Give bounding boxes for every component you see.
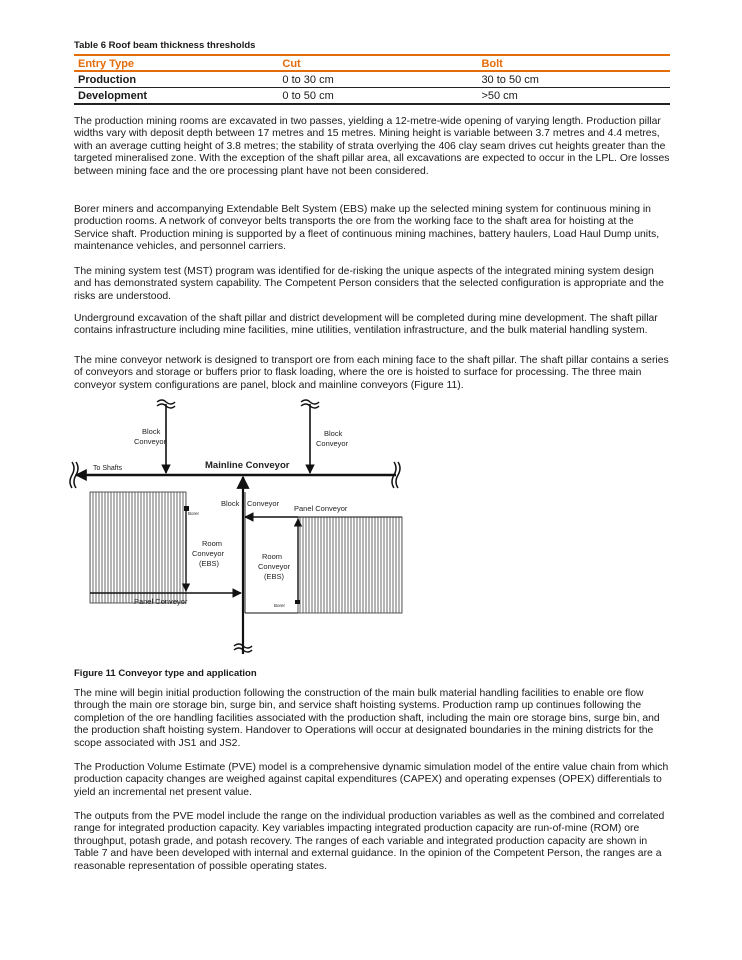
conveyor-center-label: Conveyor — [247, 499, 280, 508]
left-panel-area — [90, 492, 186, 603]
panel-conveyor-left-label: Panel Conveyor — [134, 597, 188, 606]
header-bolt: Bolt — [477, 55, 670, 71]
block-center-label: Block — [221, 499, 240, 508]
room-left-label-2: Conveyor — [192, 549, 225, 558]
table-header-row — [74, 55, 670, 71]
right-panel-area — [298, 517, 402, 613]
room-right-label-1: Room — [262, 552, 283, 561]
row-production-type: Production — [74, 71, 278, 88]
paragraph-mst-program: The mining system test (MST) program was identified for de-risking the unique aspects of the integrated mining system design and has demonstrated system capability. The Competent Person considers that the selected configuration is appropriate and the risks are understood. — [74, 266, 664, 302]
row-development-bolt: >50 cm — [477, 88, 670, 105]
table-caption: Table 6 Roof beam thickness thresholds — [74, 40, 256, 51]
room-left-label-1: Room — [202, 539, 223, 548]
header-cut: Cut — [278, 55, 477, 71]
block-label-left-2: Conveyor — [134, 437, 167, 446]
page-content — [74, 40, 670, 105]
paragraph-initial-production: The mine will begin initial production following the construction of the main bulk material handling facilities to enable ore flow through the main ore storage bin, surge bin, and service shaft hoisting systems. Production ramp up continues following the completion of the ore handling facilities associated with the production shaft, including the main ore storage bins, surge bin, and the production shaft hoisting system. Handover to Operations will occur at designated boundaries in the mining districts for the scope associated with JS1 and JS2. — [74, 688, 660, 749]
paragraph-pve-model: The Production Volume Estimate (PVE) model is a comprehensive dynamic simulation model of the entire value chain from which production capacity changes are weighed against capital expenditures (CAPEX) and operating expenses (OPEX) differentials to yield an incremental net present value. — [74, 762, 669, 798]
figure-caption: Figure 11 Conveyor type and application — [74, 668, 257, 679]
borer-right-label: Borer — [274, 603, 286, 608]
paragraph-conveyor-network: The mine conveyor network is designed to transport ore from each mining face to the shaft pillar. The shaft pillar contains a series of conveyors and storage or buffers prior to flask loading, where the ore is hoisted to surface for processing. The three main conveyor system configurations are panel, block and mainline conveyors (Figure 11). — [74, 355, 669, 391]
paragraph-shaft-pillar: Underground excavation of the shaft pillar and district development will be completed during mine development. The shaft pillar contains infrastructure including mine facilities, mine utilities, ventilation infrastructure, and the bulk material handling system. — [74, 313, 658, 337]
borer-left-label: Borer — [188, 511, 200, 516]
borer-right-marker — [295, 600, 300, 604]
panel-conveyor-right-label: Panel Conveyor — [294, 504, 348, 513]
paragraph-mining-rooms: The production mining rooms are excavated in two passes, yielding a 12-metre-wide opening of varying length. Production pillar widths vary with deposit depth between 17 metres and 15 metres. Mining height is variable between 3.7 metres and 4.4 metres, with an average cutting height of 3.8 metres; the stability of strata overlying the 406 clay seam drives cut heights greater than the targeted mineralised zone. With the exception of the shaft pillar area, all excavations are expected to occur in the LPL. Ore losses between mining face and the ore processing plant have not been considered. — [74, 116, 670, 177]
row-development-cut: 0 to 50 cm — [278, 88, 477, 105]
row-production-bolt: 30 to 50 cm — [477, 71, 670, 88]
conveyor-figure — [62, 396, 406, 662]
room-left-label-3: (EBS) — [199, 559, 220, 568]
break-symbol — [301, 400, 319, 404]
to-shafts-label: To Shafts — [93, 465, 123, 472]
room-right-label-3: (EBS) — [264, 572, 285, 581]
row-development-type: Development — [74, 88, 278, 105]
paragraph-pve-outputs: The outputs from the PVE model include the range on the individual production variables as well as the combined and correlated range for integrated production capacity. Key variables impacting integrated production capacity are run-of-mine (ROM) ore throughput, potash grade, and potash recovery. The ranges of each variable and integrated production capacity are shown in Table 7 and have been developed with internal and external guidance. In the opinion of the Competent Person, the ranges are a reasonable representation of possible operating states. — [74, 811, 665, 872]
table-row — [74, 88, 670, 105]
mainline-conveyor-label: Mainline Conveyor — [205, 460, 290, 471]
table-row — [74, 71, 670, 88]
row-production-cut: 0 to 30 cm — [278, 71, 477, 88]
conveyor-diagram — [62, 396, 406, 662]
header-entry-type: Entry Type — [74, 55, 278, 71]
roof-beam-table — [74, 54, 670, 105]
break-symbol — [70, 462, 74, 488]
room-right-label-2: Conveyor — [258, 562, 291, 571]
break-symbol — [157, 400, 175, 404]
block-label-right-2: Conveyor — [316, 439, 349, 448]
paragraph-borer-miners: Borer miners and accompanying Extendable Belt System (EBS) make up the selected mining system for continuous mining in production rooms. A network of conveyor belts transports the ore from the working face to the shaft area for hoisting at the Service shaft. Production mining is supported by a fleet of continuous mining machines, battery haulers, Load Haul Dump units, maintenance vehicles, and personnel carriers. — [74, 204, 660, 253]
block-label-right-1: Block — [324, 429, 343, 438]
block-label-left-1: Block — [142, 427, 161, 436]
